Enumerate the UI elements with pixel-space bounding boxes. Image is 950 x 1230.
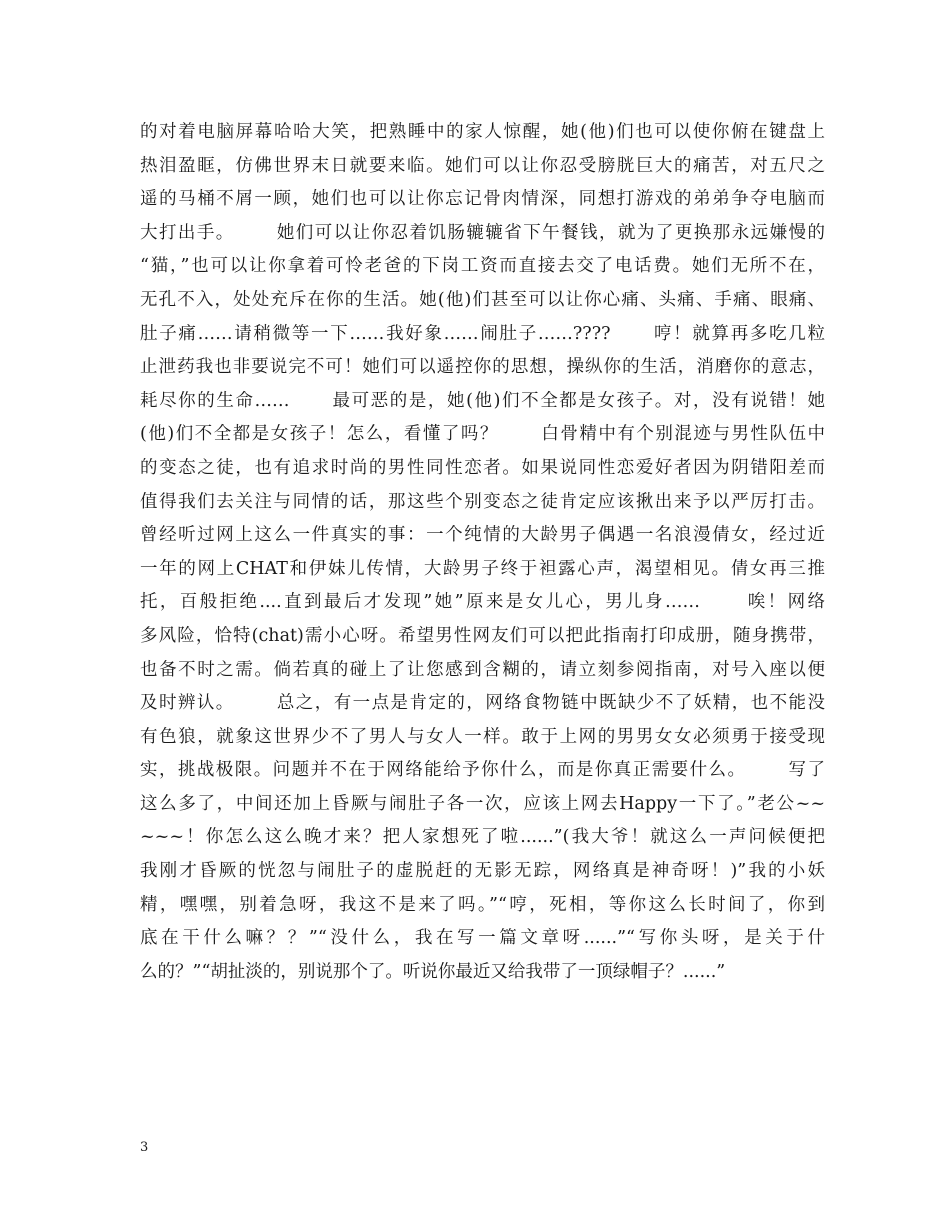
text-line: 的变态之徒，也有追求时尚的男性同性恋者。如果说同性恋爱好者因为阴错阳差而 <box>140 457 825 478</box>
text-line: 精，嘿嘿，别着急呀，我这不是来了吗。”“哼，死相，等你这么长时间了，你到 <box>140 894 825 915</box>
text-line: (他)们不全都是女孩子！怎么，看懂了吗？ 白骨精中有个别混迹与男性队伍中 <box>140 424 825 445</box>
page-number: 3 <box>140 1140 149 1155</box>
text-line: 一年的网上CHAT和伊妹儿传情，大龄男子终于袒露心声，渴望相见。倩女再三推 <box>140 558 825 579</box>
text-line: “猫，”也可以让你拿着可怜老爸的下岗工资而直接去交了电话费。她们无所不在， <box>140 256 825 277</box>
text-line: 大打出手。 她们可以让你忍着饥肠辘辘省下午餐钱，就为了更换那永远嫌慢的 <box>140 222 825 243</box>
text-line: 遥的马桶不屑一顾，她们也可以让你忘记骨肉情深，同想打游戏的弟弟争夺电脑而 <box>140 189 825 210</box>
text-line: 热泪盈眶，仿佛世界末日就要来临。她们可以让你忍受膀胱巨大的痛苦，对五尺之 <box>140 155 825 176</box>
text-line: 有色狼，就象这世界少不了男人与女人一样。敢于上网的男男女女必须勇于接受现 <box>140 726 825 747</box>
text-line: 实，挑战极限。问题并不在于网络能给予你什么，而是你真正需要什么。 写了 <box>140 760 825 781</box>
text-line: 值得我们去关注与同情的话，那这些个别变态之徒肯定应该揪出来予以严厉打击。 <box>140 491 825 512</box>
text-line: 耗尽你的生命…… 最可恶的是，她(他)们不全都是女孩子。对，没有说错！她 <box>140 390 825 411</box>
text-line: 这么多了，中间还加上昏厥与闹肚子各一次，应该上网去Happy一下了。”老公~~ <box>140 793 825 814</box>
text-line: 肚子痛……请稍微等一下……我好象……闹肚子……???? 哼！就算再多吃几粒 <box>140 323 825 344</box>
text-line: 的对着电脑屏幕哈哈大笑，把熟睡中的家人惊醒，她(他)们也可以使你俯在键盘上 <box>140 122 825 142</box>
text-line: 及时辨认。 总之，有一点是肯定的，网络食物链中既缺少不了妖精，也不能没 <box>140 693 825 714</box>
text-line: 止泄药我也非要说完不可！她们可以遥控你的思想，操纵你的生活，消磨你的意志， <box>140 357 825 378</box>
text-line: 托，百般拒绝....直到最后才发现”她”原来是女儿心，男儿身…… 唉！网络 <box>140 592 825 613</box>
body-text <box>140 116 825 989</box>
text-line: 多风险，恰特(chat)需小心呀。希望男性网友们可以把此指南打印成册，随身携带， <box>140 625 825 646</box>
text-line: ~~~！你怎么这么晚才来？把人家想死了啦......”(我大爷！就这么一声问候便把 <box>140 827 825 848</box>
text-line: 底在干什么嘛？？”“没什么，我在写一篇文章呀......”“写你头呀，是关于什 <box>140 928 825 949</box>
text-line: 无孔不入，处处充斥在你的生活。她(他)们甚至可以让你心痛、头痛、手痛、眼痛、 <box>140 289 825 310</box>
text-line: 也备不时之需。倘若真的碰上了让您感到含糊的，请立刻参阅指南，对号入座以便 <box>140 659 825 680</box>
text-line: 我刚才昏厥的恍忽与闹肚子的虚脱赶的无影无踪，网络真是神奇呀！)”我的小妖 <box>140 861 825 882</box>
text-line: 么的？”“胡扯淡的，别说那个了。听说你最近又给我带了一顶绿帽子？......” <box>140 961 726 982</box>
text-line: 曾经听过网上这么一件真实的事：一个纯情的大龄男子偶遇一名浪漫倩女，经过近 <box>140 525 825 546</box>
